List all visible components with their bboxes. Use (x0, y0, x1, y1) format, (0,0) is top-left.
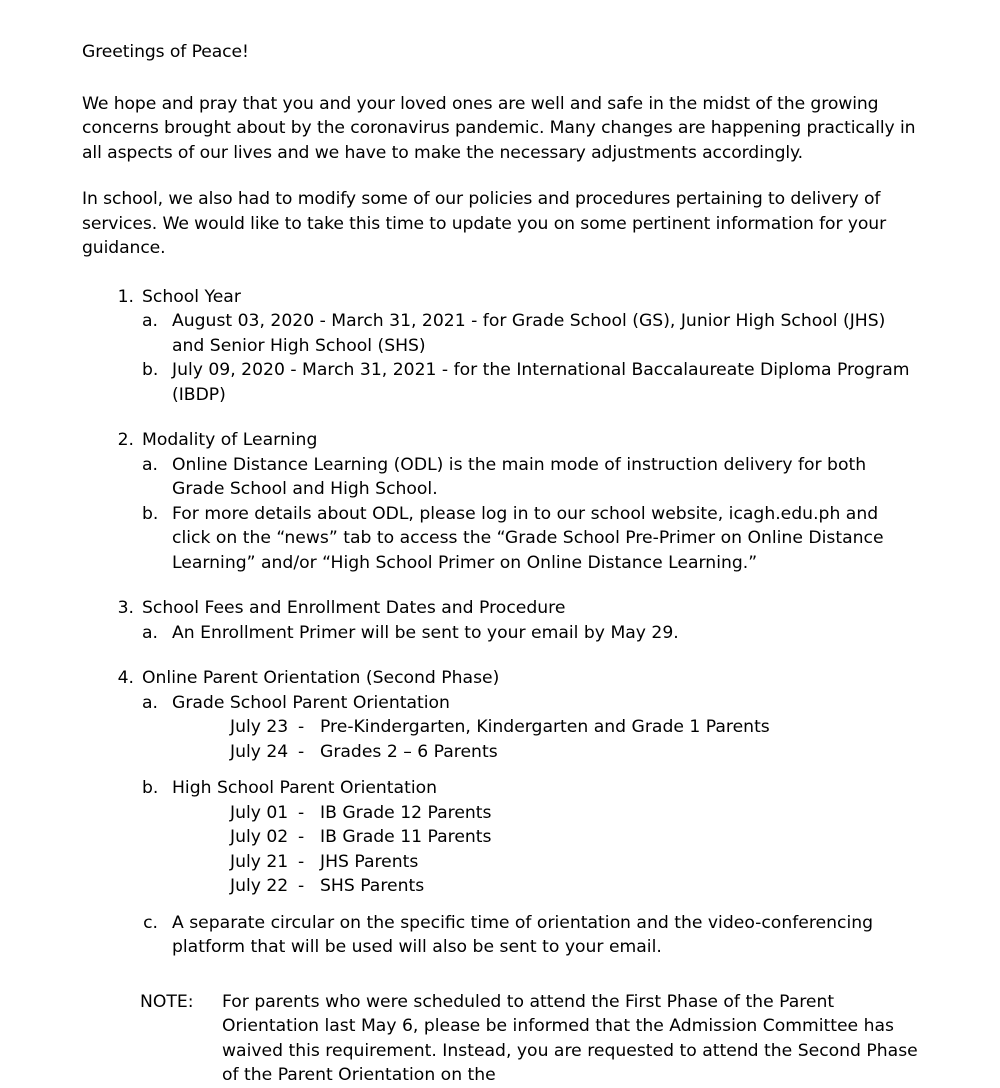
item-number: 2. (117, 430, 134, 450)
note-text: For parents who were scheduled to attend the First Phase of the Parent Orientation last May 6, please be informed that the Admission Committee has waived this requirement. Instead, you are requested to attend the Second Phase of the Parent Orientation on the (222, 991, 918, 1085)
schedule-label: Pre-Kindergarten, Kindergarten and Grade 1 Parents (320, 717, 770, 737)
schedule-row (230, 740, 920, 765)
sub-item-text: A separate circular on the specific time of orientation and the video-conferencing platform that will be used will also be sent to your email. (172, 912, 874, 957)
sub-list (142, 453, 920, 576)
schedule-row (230, 850, 920, 875)
sub-list-item (142, 358, 920, 407)
schedule-label: Grades 2 – 6 Parents (320, 741, 498, 762)
item-title: Online Parent Orientation (Second Phase) (142, 668, 500, 688)
sub-item-letter: a. (142, 692, 158, 713)
item-title: School Year (142, 286, 241, 307)
schedule-label: SHS Parents (320, 876, 425, 896)
spacer (142, 645, 920, 666)
schedule-dash: - (298, 741, 305, 762)
spacer (142, 575, 920, 596)
sub-item-text: July 09, 2020 - March 31, 2021 - for the International Baccalaureate Diploma Program (IBDP) (172, 360, 910, 405)
item-number: 1. (117, 286, 134, 307)
schedule-dash: - (298, 876, 305, 896)
greeting-line: Greetings of Peace! (82, 42, 249, 62)
sub-item-text: Grade School Parent Orientation (172, 692, 450, 713)
schedule-row (230, 715, 920, 740)
sub-item-text: An Enrollment Primer will be sent to your email by May 29. (172, 622, 679, 643)
spacer (172, 899, 920, 911)
schedule-row (230, 801, 920, 826)
schedule-label: IB Grade 11 Parents (320, 827, 492, 847)
schedule-dash: - (298, 717, 305, 737)
schedule-dash: - (298, 827, 305, 847)
sub-item-letter: a. (142, 454, 158, 475)
sub-item-text: High School Parent Orientation (172, 778, 438, 798)
note-label: NOTE: (140, 991, 194, 1012)
sub-list (142, 621, 920, 646)
schedule-label: IB Grade 12 Parents (320, 802, 492, 823)
sub-list-item-high-school (142, 776, 920, 911)
sub-item-text: August 03, 2020 - March 31, 2021 - for Grade School (GS), Junior High School (JHS) and Senior High School (SHS) (172, 311, 886, 356)
item-title: School Fees and Enrollment Dates and Procedure (142, 598, 566, 618)
schedule-date: July 22 (230, 876, 289, 896)
sub-list-item-circular (142, 911, 920, 960)
intro-paragraph-2: In school, we also had to modify some of our policies and procedures pertaining to delivery of services. We would like to take this time to update you on some pertinent information for your guidance. (82, 189, 887, 258)
sub-list-item (142, 502, 920, 576)
high-school-schedule (172, 801, 920, 899)
sub-list-item (142, 621, 920, 646)
sub-item-letter: a. (142, 622, 158, 643)
schedule-date: July 21 (230, 851, 289, 872)
list-item-parent-orientation (82, 666, 920, 960)
sub-item-letter: b. (142, 778, 159, 798)
sub-item-letter: b. (142, 360, 159, 380)
sub-list (142, 691, 920, 960)
schedule-row (230, 825, 920, 850)
sub-item-text: For more details about ODL, please log in to our school website, icagh.edu.ph and click on the “news” tab to access the “Grade School Pre-Primer on Online Distance Learning” and/or “High School Primer on Online Distance Learning.” (172, 503, 884, 573)
sub-item-letter: b. (142, 503, 159, 524)
list-item-school-fees (82, 596, 920, 666)
schedule-label: JHS Parents (320, 851, 419, 872)
sub-list-item (142, 453, 920, 502)
intro-paragraph-1: We hope and pray that you and your loved ones are well and safe in the midst of the growing concerns brought about by the coronavirus pandemic. Many changes are happening practically in all aspects of our lives and we have to make the necessary adjustments accordingly. (82, 93, 916, 163)
sub-list-item (142, 309, 920, 358)
item-number: 3. (117, 598, 134, 618)
schedule-date: July 01 (230, 802, 289, 823)
item-title: Modality of Learning (142, 430, 318, 450)
note-block (82, 990, 920, 1088)
schedule-date: July 24 (230, 741, 289, 762)
spacer (172, 764, 920, 776)
item-number: 4. (117, 668, 134, 688)
grade-school-schedule (172, 715, 920, 764)
list-item-school-year (82, 285, 920, 429)
schedule-date: July 23 (230, 717, 289, 737)
schedule-dash: - (298, 851, 305, 872)
sub-item-letter: c. (143, 912, 158, 933)
spacer (142, 407, 920, 428)
sub-list (142, 309, 920, 407)
sub-list-item-grade-school (142, 691, 920, 777)
list-item-modality (82, 428, 920, 596)
sub-item-text: Online Distance Learning (ODL) is the main mode of instruction delivery for both Grade School and High School. (172, 454, 867, 499)
schedule-dash: - (298, 802, 305, 823)
sub-item-letter: a. (142, 311, 158, 331)
numbered-list (82, 285, 920, 960)
schedule-date: July 02 (230, 827, 289, 847)
schedule-row (230, 874, 920, 899)
